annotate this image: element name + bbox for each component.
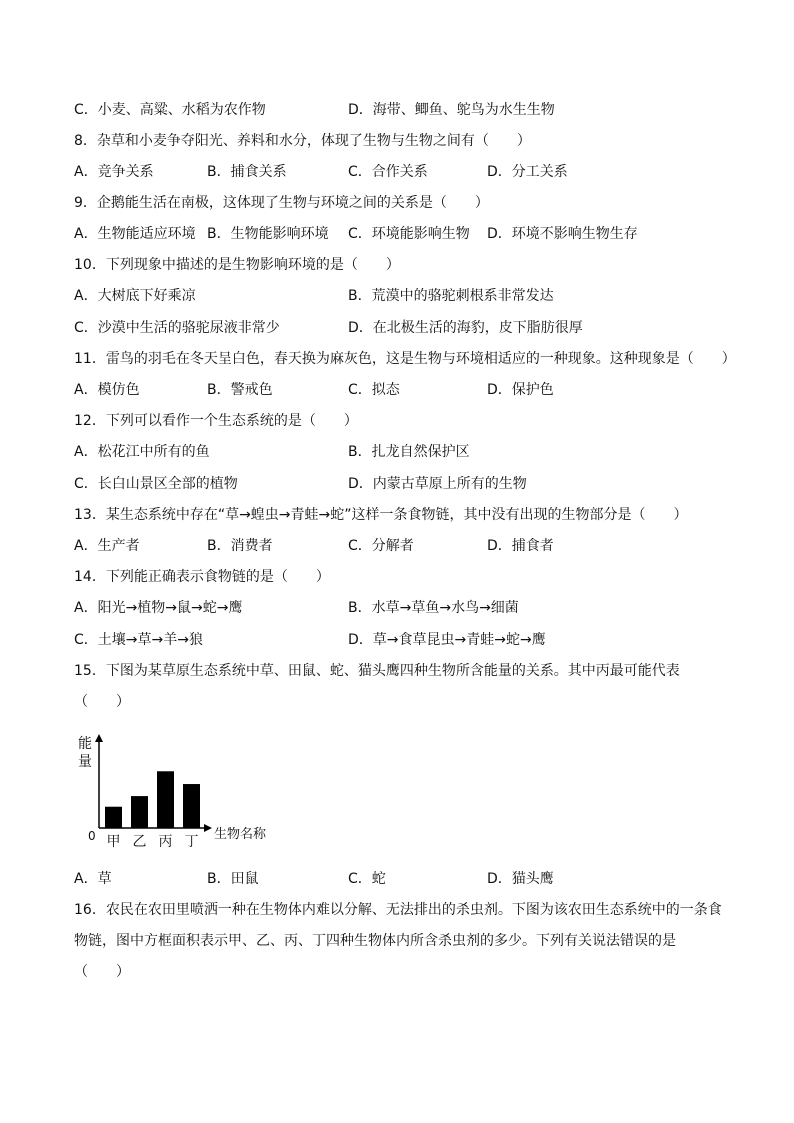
question-text: 11．雷鸟的羽毛在冬天呈白色，春天换为麻灰色，这是生物与环境相适应的一种现象。这种现象是（ ） [74,351,736,367]
question-text: 13．某生态系统中存在“草→蝗虫→青蛙→蛇”这样一条食物链，其中没有出现的生物部分是（ ） [74,507,688,523]
answer-option: C．长白山景区全部的植物 [74,476,238,492]
y-axis-arrow [95,734,103,742]
category-label: 丙 [158,834,173,850]
category-label: 丁 [184,834,199,850]
question-text: （ ） [74,694,130,710]
answer-option: A．松花江中所有的鱼 [74,444,210,460]
answer-option: D．在北极生活的海豹，皮下脂肪很厚 [348,320,583,336]
answer-option: A．生物能适应环境 [74,226,196,242]
answer-option: D．海带、鲫鱼、鸵鸟为水生生物 [348,102,555,118]
question-text: （ ） [74,964,130,980]
answer-option: A．大树底下好乘凉 [74,288,196,304]
answer-option: C．环境能影响生物 [348,226,470,242]
answer-option: D．草→食草昆虫→青蛙→蛇→鹰 [348,632,546,648]
answer-option: C．拟态 [348,382,400,398]
answer-option: D．猫头鹰 [487,871,554,887]
answer-option: C．合作关系 [348,164,428,180]
answer-option: B．水草→草鱼→水鸟→细菌 [348,600,519,616]
question-text: 10．下列现象中描述的是生物影响环境的是（ ） [74,257,400,273]
question-text: 15．下图为某草原生态系统中草、田鼠、蛇、猫头鹰四种生物所含能量的关系。其中丙最可能代表 [74,663,680,679]
question-text: 12．下列可以看作一个生态系统的是（ ） [74,413,358,429]
answer-option: C．沙漠中生活的骆驼尿液非常少 [74,320,280,336]
answer-option: B．捕食关系 [207,164,287,180]
answer-option: B．扎龙自然保护区 [348,444,470,460]
answer-option: B．警戒色 [207,382,273,398]
answer-option: A．草 [74,871,112,887]
answer-option: C．分解者 [348,538,414,554]
y-axis-label: 能量 [78,736,92,770]
answer-option: D．捕食者 [487,538,554,554]
bar-乙 [131,796,148,828]
answer-option: D．保护色 [487,382,554,398]
x-axis-arrow [204,824,212,832]
answer-option: C．小麦、高粱、水稻为农作物 [74,102,266,118]
answer-option: B．消费者 [207,538,273,554]
energy-bar-chart [72,730,302,855]
question-text: 8．杂草和小麦争夺阳光、养料和水分，体现了生物与生物之间有（ ） [74,133,531,149]
bar-丙 [157,771,174,828]
origin-label: 0 [88,829,96,843]
answer-option: A．竞争关系 [74,164,154,180]
x-axis-label: 生物名称 [214,827,267,842]
answer-option: A．阳光→植物→鼠→蛇→鹰 [74,600,243,616]
answer-option: C．蛇 [348,871,386,887]
category-label: 甲 [106,834,121,850]
bar-丁 [183,784,200,828]
answer-option: B．生物能影响环境 [207,226,329,242]
question-text: 14．下列能正确表示食物链的是（ ） [74,569,330,585]
answer-option: D．分工关系 [487,164,568,180]
question-text: 9．企鹅能生活在南极，这体现了生物与环境之间的关系是（ ） [74,195,489,211]
answer-option: A．模仿色 [74,382,140,398]
question-text: 16．农民在农田里喷洒一种在生物体内难以分解、无法排出的杀虫剂。下图为该农田生态系统中的一条食 [74,902,722,918]
answer-option: B．田鼠 [207,871,259,887]
category-label: 乙 [132,834,147,850]
answer-option: D．环境不影响生物生存 [487,226,638,242]
answer-option: D．内蒙古草原上所有的生物 [348,476,527,492]
answer-option: A．生产者 [74,538,140,554]
question-text: 物链，图中方框面积表示甲、乙、丙、丁四种生物体内所含杀虫剂的多少。下列有关说法错误的是 [74,933,676,949]
answer-option: C．土壤→草→羊→狼 [74,632,203,648]
answer-option: B．荒漠中的骆驼刺根系非常发达 [348,288,554,304]
bar-甲 [105,807,122,828]
